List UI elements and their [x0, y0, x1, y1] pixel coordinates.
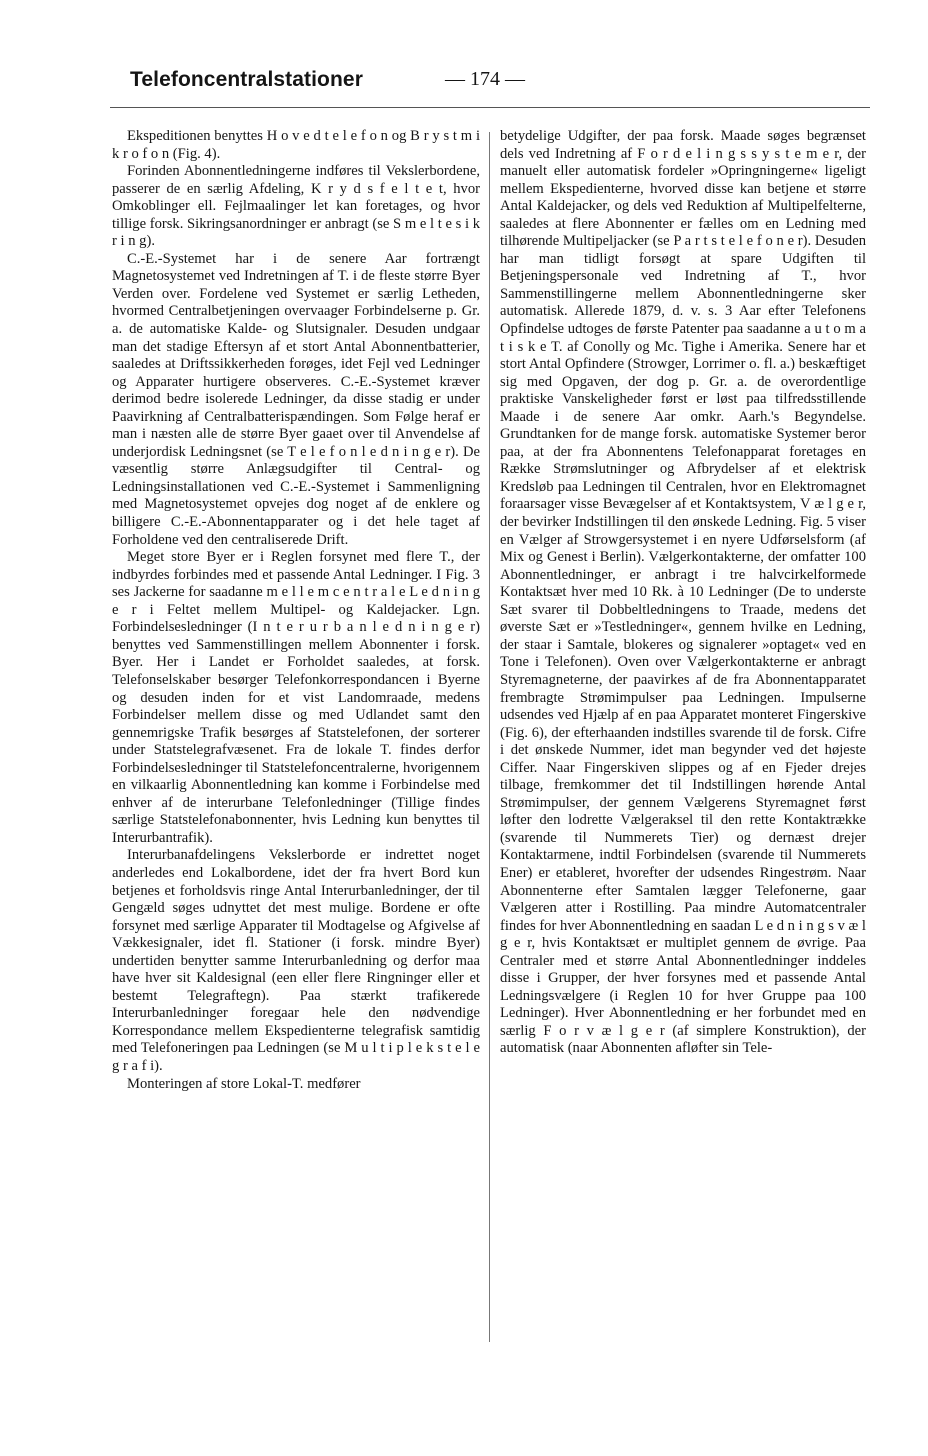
right-column — [500, 128, 866, 1058]
page-number: — 174 — — [445, 68, 525, 90]
column-divider — [489, 132, 490, 1342]
paragraph: betydelige Udgifter, der paa forsk. Maade søges begrænset dels ved Indretning af F o r d e l i n g s s y s t e m e r, der manuelt eller automatisk fordeler »Opringningerne« ligeligt mellem Ekspedienterne, hvorved disse kan betjene et større Antal Kaldejacker, og dels ved Reduktion af Multipelfelterne, saaledes at flere Abonnenter er fælles om en Ledning med tilhørende Multipeljacker (se P a r t s t e l e f o n e r). Desuden har man tidligt forsøgt at spare Udgiften til Betjeningspersonale ved Indretning af T., hvor Sammenstillingerne mellem Abonnentledningerne sker automatisk. Allerede 1879, d. v. s. 3 Aar efter Telefonens Opfindelse udtoges de første Patenter paa saadanne a u t o m a t i s k e T. af Conolly og Mc. Tighe i Amerika. Senere har et stort Antal Opfindere (Strowger, Lorrimer o. fl. a.) beskæftiget sig med Opgaven, der dog p. Gr. a. de overordentlige praktiske Vanskeligheder først er løst paa tilfredsstillende Maade i de senere Aar omkr. Aarh.'s Begyndelse. Grundtanken for de mange forsk. automatiske Systemer beror paa, at der fra Abonnentens Telefonapparat foretages en Række Strømslutninger og Afbrydelser af et elektrisk Kredsløb paa Ledningen til Centralen, hvor en Elektromagnet foraarsager visse Bevægelser af et Kontaktsystem, V æ l g e r, der bevirker Indstillingen til den ønskede Ledning. Fig. 5 viser en Vælger af Strowgersystemet i en nyere Udførselsform (af Mix og Genest i Berlin). Vælgerkontakterne, der omfatter 100 Abonnentledninger, er anbragt i tre halvcirkelformede Kontaktsæt hver med 10 Rk. à 10 Ledninger (De to underste Sæt svarer til Dobbeltledningens to Traade, medens det øverste Sæt er »Testledninger«, gennem hvilke en Ledning, der staar i Samtale, blokeres og signalerer »optaget« ved en Tone i Telefonen). Oven over Vælgerkontakterne er anbragt Styremagneterne, der paavirkes af de fra Abonnentapparatet frembragte Strømimpulser paa Ledningen. Impulserne udsendes ved Hjælp af en paa Apparatet monteret Fingerskive (Fig. 6), der efterhaanden indstilles svarende til de forsk. Cifre i det ønskede Nummer, idet man begynder ved det højeste Ciffer. Naar Fingerskiven slippes og af en Fjeder drejes tilbage, fremkommer det til Indstillingen hørende Antal Strømimpulser, der gennem Vælgerens Styremagnet først løfter den lodrette Vælgeraksel til den rette Kontaktrække (svarende til Nummerets Tier) og dernæst drejer Kontaktarmene, indtil Forbindelsen (svarende til Nummerets Ener) er etableret, hvorefter der udsendes Ringestrøm. Naar Abonnenterne efter Samtalen lægger Telefonerne, gaar Vælgeren atter i Rostilling. Paa mindre Automatcentraler findes for hver Abonnentledning en saadan L e d n i n g s v æ l g e r, hvis Kontaktsæt er multiplet gennem de øvrige. Paa Centraler med et større Antal Abonnentledninger inddeles disse i Grupper, der hver forsynes med et passende Antal Ledningsvælgere (i Reglen 10 for hver Gruppe paa 100 Ledninger). Hver Abonnentledning er her forbundet med en særlig F o r v æ l g e r (af simplere Konstruktion), der automatisk (naar Abonnenten afløfter sin Tele- — [500, 128, 866, 1057]
paragraph: Monteringen af store Lokal-T. medfører — [127, 1075, 361, 1092]
left-column — [112, 128, 480, 1093]
running-title: Telefoncentralstationer — [130, 68, 363, 91]
paragraph: Meget store Byer er i Reglen forsynet med flere T., der indbyrdes forbindes med et passende Antal Ledninger. I Fig. 3 ses Jackerne for saadanne m e l l e m c e n t r a l e L e d n i n g e r i Feltet mellem Multipel- og Kaldejacker. Lgn. Forbindelsesledninger (I n t e r u r b a n l e d n i n g e r) benyttes ved Sammenstillingen mellem Abonnenter i forsk. Byer. Her i Landet er Forholdet saaledes, at forsk. Telefonselskaber besørger Telefonkorrespondancen i Byerne og desuden inden for et vist Landomraade, medens Forbindelser mellem disse og med Udlandet samt den gennemrigske Trafik besørges af Statstelefonen, der sorterer under Statstelegrafvæsenet. Fra de lokale T. findes derfor Forbindelsesledninger til Statstelefoncentralerne, hvorigennem en vilkaarlig Abonnentledning kan komme i Forbindelse med enhver af de interurbane Telefonledninger (Tillige findes særlige Statstelefonabonnenter, hvis Ledning kun benyttes til Interurbantrafik). — [112, 549, 480, 846]
paragraph: C.-E.-Systemet har i de senere Aar fortrængt Magnetosystemet ved Indretningen af T. i de fleste større Byer Verden over. Fordelene ved Systemet er særlig Letheden, hvormed Centralbetjeningen overvaager Forbindelserne p. Gr. a. de automatiske Kalde- og Slutsignaler. Desuden undgaar man det stadige Eftersyn af et stort Antal Abonnentbatterier, saaledes at Driftssikkerheden forøges, idet Fejl ved Ledninger og Apparater hurtigere observeres. C.-E.-Systemet kræver derimod bedre isolerede Ledninger, da disse stadig er under Paavirkning af Centralbatterispændingen. Som Følge heraf er man i næsten alle de større Byer gaaet over til Anvendelse af underjordisk Ledningsnet (se T e l e f o n l e d n i n g e r). De væsentlig større Anlægsudgifter til Central- og Ledningsinstallationen ved C.-E.-Systemet i Sammenligning med Magnetosystemet opvejes dog noget af de enklere og billigere C.-E.-Abonnentapparater og i det hele taget af Forholdene ved den centraliserede Drift. — [112, 250, 480, 548]
paragraph: Forinden Abonnentledningerne indføres til Vekslerbordene, passerer de en særlig Afdeling, K r y d s f e l t e t, hvor Omkoblinger ell. Fejlmaalinger let kan foretages, og hvor tillige forsk. Sikringsanordninger er anbragt (se S m e l t e s i k r i n g). — [112, 163, 480, 250]
header-rule — [110, 107, 870, 108]
paragraph: Ekspeditionen benyttes H o v e d t e l e f o n og B r y s t m i k r o f o n (Fig. 4). — [112, 128, 480, 162]
paragraph: Interurbanafdelingens Vekslerborde er indrettet noget anderledes end Lokalbordene, idet der fra hvert Bord kun betjenes et forholdsvis ringe Antal Interurbanledninger, der til Gengæld søges udnyttet det mest mulige. Bordene er ofte forsynet med særlige Apparater til Modtagelse og Afgivelse af Vækkesignaler, idet fl. Stationer (i forsk. mindre Byer) undertiden benytter samme Interurbanledning og derfor maa have hver sit Kaldesignal (een eller flere Ringninger eller et bestemt Telegraftegn). Paa stærkt trafikerede Interurbanledninger foregaar hele den nødvendige Korrespondance mellem Ekspedienterne telegrafisk samtidig med Telefoneringen paa Ledningen (se M u l t i p l e k s t e l e g r a f i). — [112, 847, 480, 1074]
page-header — [130, 60, 878, 100]
